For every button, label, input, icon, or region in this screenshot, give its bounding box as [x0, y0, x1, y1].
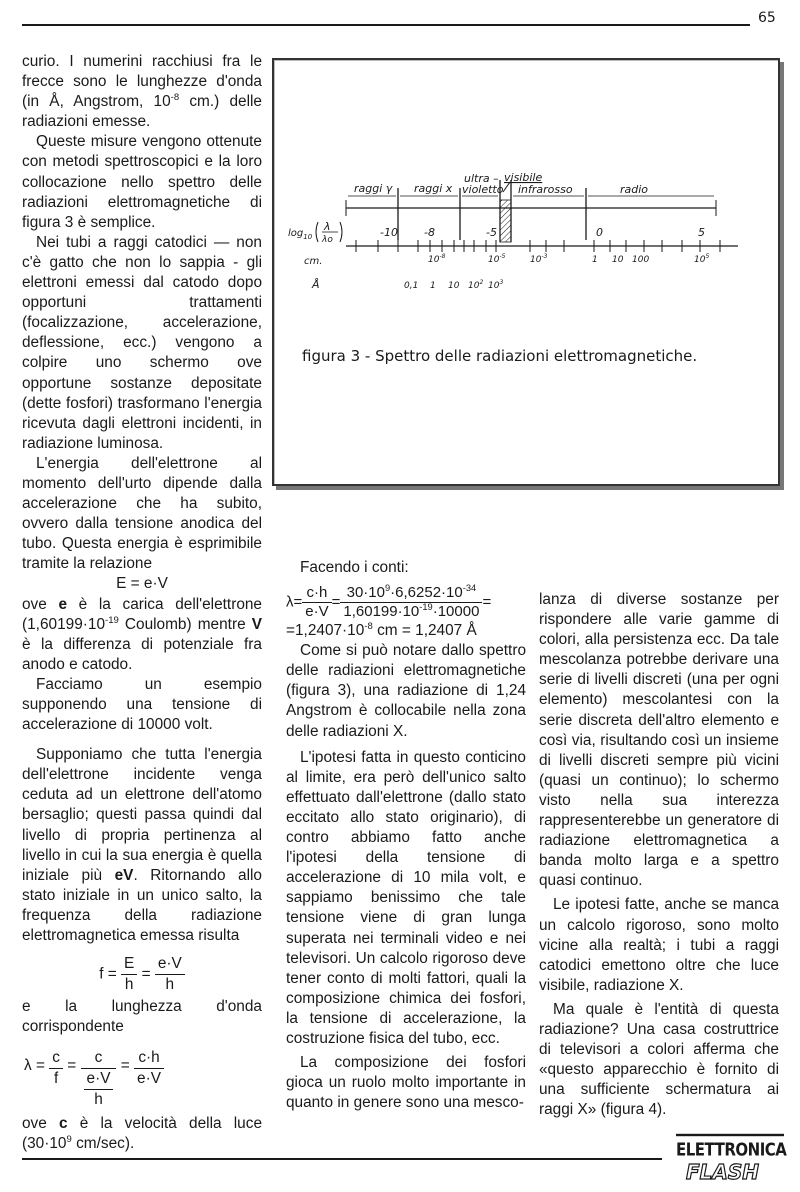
cm-tick-6: 100	[632, 255, 650, 265]
col1-paragraph-8: e la lunghezza d'onda corrispondente	[22, 998, 262, 1036]
magazine-logo: ELETTRONICA FLASH	[676, 1136, 784, 1184]
figure-3-frame	[272, 58, 780, 486]
col1-paragraph-6: Facciamo un esempio supponendo una tensione di accelerazione di 10000 volt.	[22, 675, 262, 734]
col1-paragraph-5: ove e è la carica dell'elettrone ($1,60199\cdot 10^{-19}$ Coulomb) mentre V è la differenza di potenziale fra anodo e catodo.	[22, 595, 262, 673]
page-number: 65	[758, 10, 776, 26]
col3-paragraph-3: Ma quale è l'entità di questa radiazione? Una casa costruttrice di televisori a colori afferma che «questo apparecchio è fornito di una sufficiente schermatura ai raggi X» (figura 4).	[539, 1000, 779, 1119]
equation-frequency: f = $\frac{E}{h}$ = $\frac{e\cdot V}{h}$	[22, 954, 262, 995]
angstrom-tick-5: $10^3$	[488, 279, 504, 291]
calculation: λ= $\frac{c\cdot h}{e\cdot V}$ = $\frac{30\cdot 10^9\cdot 6,6252\cdot 10^{-34}}{1,60199\cdot 10^{-19}\cdot 10000}$ =	[286, 583, 492, 621]
log-tick-5: 5	[698, 226, 705, 239]
angstrom-tick-2: 1	[430, 281, 436, 291]
col3-paragraph-1: lanza di diverse sostanze per rispondere alle varie gamme di colori, alla persistenza ecc. Da tale mescolanza potrebbe derivare una serie di livelli discreti (una per ogni elemento) mescolantesi con la serie discreta dell'altro elemento e così via, risultando così un insieme di livelli discreti sempre più vicini (quasi un continuo); lo schermo visto nella sua interezza rappresenterebbe un generatore di radiazione elettromagnetica a banda molto larga e a spettro quasi continuo.	[539, 591, 779, 890]
column-3	[539, 590, 779, 1120]
label-gamma: raggi γ	[354, 182, 393, 195]
angstrom-tick-3: 10	[448, 281, 460, 291]
cm-tick-7: $10^5$	[694, 253, 710, 265]
col2-paragraph-1: Facendo i conti:	[300, 559, 409, 576]
angstrom-tick-4: $10^2$	[468, 279, 484, 291]
cm-tick-5: 10	[612, 255, 624, 265]
label-radio: radio	[620, 183, 649, 196]
angstrom-label: Å	[312, 278, 320, 291]
log-tick-minus8: -8	[424, 226, 435, 239]
cm-tick-1: $10^{-8}$	[428, 253, 446, 265]
angstrom-tick-1: 0,1	[404, 281, 419, 291]
label-violetto: violetto	[462, 183, 504, 196]
visible-band	[500, 200, 511, 242]
log-tick-minus10: -10	[380, 226, 398, 239]
cm-tick-3: $10^{-3}$	[530, 253, 548, 265]
cm-label: cm.	[304, 256, 323, 267]
label-infrarosso: infrarosso	[518, 183, 573, 196]
label-visibile: visibile	[504, 171, 543, 184]
label-x: raggi x	[414, 182, 453, 195]
col2-paragraph-4: La composizione dei fosfori gioca un ruolo molto importante in quanto in genere sono una mesco-	[286, 1054, 526, 1112]
col1-paragraph-2: Queste misure vengono ottenute con metodi spettroscopici e la loro collocazione nello spettro delle radiazioni elettromagnetiche di figura 3 è semplice.	[22, 133, 262, 231]
calculation-result: $=1,2407\cdot 10^{-8}$ cm = 1,2407 Å	[286, 620, 477, 640]
svg-text:λo: λo	[322, 235, 333, 245]
log-tick-minus5: -5	[486, 226, 497, 239]
col1-paragraph-7: Supponiamo che tutta l'energia dell'elettrone incidente venga ceduta ad un elettrone dell'atomo bersaglio; questi passa quindi dal livello di propria pertinenza al livello in cui la sua energia è quella iniziale più eV. Ritornando allo stato iniziale in un unico salto, la frequenza della radiazione elettromagnetica emessa risulta	[22, 746, 262, 945]
column-1	[22, 52, 262, 1154]
equation-energy: E = e·V	[116, 575, 168, 593]
col2-paragraph-3: L'ipotesi fatta in questo conticino al limite, era però dell'unico salto effettuato dall'elettrone (dallo stato eccitato allo stato originario), di contro abbiamo fatto anche l'ipotesi della tensione di accelerazione di 10 mila volt, e sappiamo benissimo che tale tensione viene di gran lunga superata nei terminali video e nei televisori. Un calcolo rigoroso deve tener conto di molti fattori, quali la composizione chimica dei fosfori, la tensione di accelerazione, la costruzione fisica del tubo, ecc.	[286, 748, 526, 1047]
cm-tick-2: $10^{-5}$	[488, 253, 506, 265]
cm-tick-4: 1	[592, 255, 598, 265]
figure-caption: figura 3 - Spettro delle radiazioni elettromagnetiche.	[302, 347, 698, 365]
col1-paragraph-3: Nei tubi a raggi catodici — non c'è gatto che non lo sappia - gli elettroni emessi dal catodo dopo opportuni trattamenti (focalizzazione, accelerazione, deflessione, ecc.) vengono a colpire uno schermo ove opportune sostanze depositate (dette fosfori) trasformano l'energia ricevuta dagli elettroni incidenti, in radiazione luminosa.	[22, 233, 262, 452]
log-label: $\log_{10}$	[288, 228, 313, 241]
spectrum-diagram	[274, 60, 778, 320]
log-tick-0: 0	[596, 226, 603, 239]
footer-rule	[22, 1158, 662, 1160]
col1-paragraph-9: ove c è la velocità della luce ($30\cdot 10^9$ cm/sec).	[22, 1114, 263, 1152]
col3-paragraph-2: Le ipotesi fatte, anche se manca un calcolo rigoroso, sono molto vicine alla realtà; i tubi a raggi catodici emettono oltre che luce visibile, radiazione X.	[539, 896, 779, 994]
equation-wavelength: λ = $\frac{c}{f}$ = $\frac{c}{\frac{e\cdot V}{h}}$ = $\frac{c\cdot h}{e\cdot V}$	[22, 1048, 262, 1110]
header-rule	[22, 24, 750, 26]
column-2	[286, 558, 526, 1113]
col1-paragraph-4: L'energia dell'elettrone al momento dell'urto dipende dalla accelerazione che ha subito, ovvero dalla tensione anodica del tubo. Questa energia è esprimibile tramite la relazione	[22, 454, 262, 573]
label-ultra: ultra –	[464, 172, 499, 185]
col1-paragraph-1: curio. I numerini racchiusi fra le frecce sono le lunghezze d'onda (in Å, Angstrom, $10^{-8}$ cm.) delle radiazioni emesse.	[22, 53, 262, 131]
svg-text:λ: λ	[324, 220, 331, 233]
col2-paragraph-2: Come si può notare dallo spettro delle radiazioni elettromagnetiche (figura 3), una radiazione di 1,24 Angstrom è collocabile nella zona delle radiazioni X.	[286, 642, 526, 740]
